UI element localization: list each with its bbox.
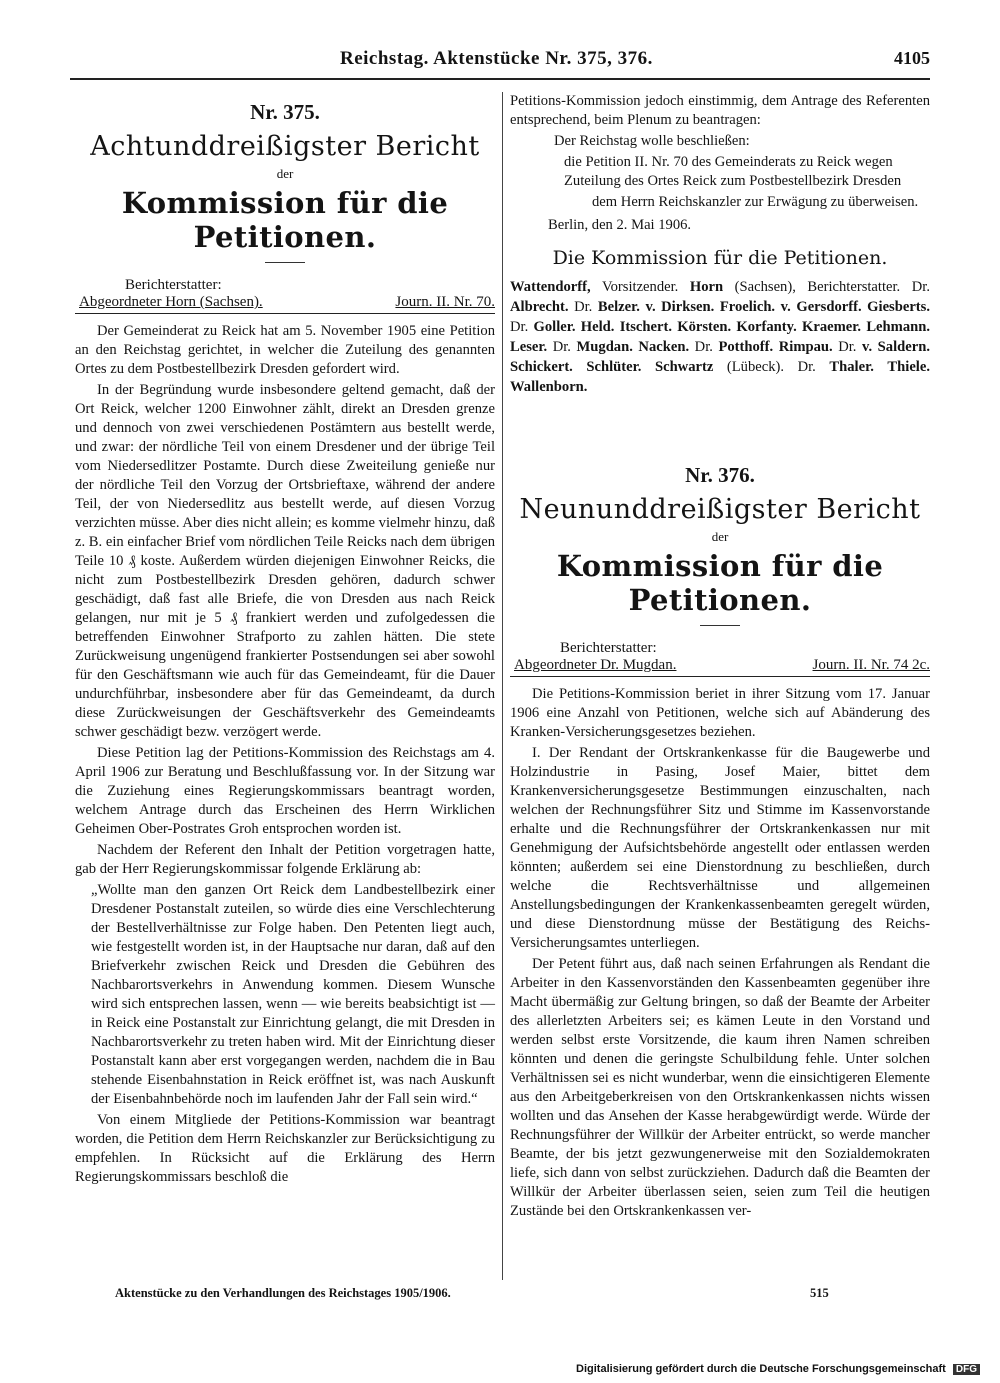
member-text bbox=[641, 359, 655, 375]
separator bbox=[700, 625, 740, 626]
member-text: Dr. bbox=[832, 339, 862, 355]
page-number: 4105 bbox=[894, 48, 930, 68]
footer-source: Aktenstücke zu den Verhandlungen des Reichstages 1905/1906. bbox=[115, 1286, 451, 1300]
rapporteur-line bbox=[510, 657, 930, 677]
member-name: Held. bbox=[580, 319, 615, 335]
member-text: Vorsitzender. bbox=[590, 279, 690, 295]
rapporteur-line bbox=[75, 294, 495, 314]
member-text: Dr. bbox=[689, 339, 719, 355]
separator bbox=[265, 262, 305, 263]
report-title: Neununddreißigster Bericht bbox=[519, 494, 921, 525]
running-title: Reichstag. Aktenstücke Nr. 375, 376. bbox=[340, 48, 653, 69]
member-list bbox=[510, 277, 930, 397]
member-name: Mugdan. bbox=[576, 339, 633, 355]
document-number: Nr. 376. bbox=[685, 463, 755, 487]
member-name: Nacken. bbox=[638, 339, 690, 355]
member-name: Lehmann. bbox=[866, 319, 930, 335]
member-name: Horn bbox=[689, 279, 724, 295]
member-name: Wattendorff, bbox=[510, 279, 591, 295]
resolution-action: dem Herrn Reichskanzler zur Erwägung zu überweisen. bbox=[592, 194, 919, 210]
document-number: Nr. 375. bbox=[250, 100, 320, 124]
report-der: der bbox=[276, 166, 294, 181]
member-name: v. Dirksen. bbox=[645, 299, 715, 315]
paragraph-continuation: Petitions-Kommission jedoch einstimmig, dem Antrage des Referenten entsprechend, beim Plenum zu beantragen: bbox=[510, 93, 930, 128]
member-name: Thaler. bbox=[829, 359, 874, 375]
commission-title: Kommission für die Petitionen. bbox=[556, 549, 884, 617]
paragraph: In der Begründung wurde insbesondere geltend gemacht, daß der Ort Reick, welcher 1200 Einwohner zählt, direkt an Dresden grenze und dennoch von zwei verschiedenen Postämtern aus bestellt werde, und zwar: der nördliche Teil von einem Dresdener und der übrige Teil vom Niedersedlitzer Postamte. Durch diese Zweiteilung genieße nur der nördliche Teil den Vorzug der Ortsbrieftaxe, während der andere Teil, der von Niedersedlitz aus bestellt werde, auf diesen Vorzug verzichten müsse. Aber dies nicht allein; es komme vielmehr hinzu, daß z. B. ein einfacher Brief vom nördlichen Teile Reicks nach dem übrigen Teile 10 ₰ koste. Außerdem würden diejenigen Einwohner Reicks, die nicht zum Postbestellbezirk Dresden gehören, dadurch schwer geschädigt, daß fast alle Briefe, die von Dresden aus nach Reick gelangen, nur mit je 5 ₰ frankiert werden und zufolgedessen die betreffenden Einwohner Strafporto zu zahlen hätten. Die stete Zurückweisung ungenügend frankierter Postsendungen sei aber sowohl für den Geschäftsmann wie auch für das Gemeindeamt, für die Dauer undurchführbar, insbesondere aber für das Gemeindeamt, da durch diese Zurückweisungen der Geschäftsverkehr des Gemeindeamts schwer geschädigt bezw. verzögert werde. bbox=[75, 382, 495, 740]
paragraph: Diese Petition lag der Petitions-Kommission des Reichstags am 4. April 1906 zur Beratung und Beschlußfassung vor. In der Sitzung war die Zuziehung eines Regierungskommissars beantragt worden, welchem Antrage durch das Erscheinen des Herrn Wirklichen Geheimen Ober-Postrates Groh entsprochen worden ist. bbox=[75, 745, 495, 837]
rapporteur-label: Berichterstatter: bbox=[125, 277, 222, 293]
member-name: Goller. bbox=[533, 319, 576, 335]
journal-reference: Journ. II. Nr. 74 2c. bbox=[812, 657, 930, 673]
member-text bbox=[573, 359, 587, 375]
paragraph: Von einem Mitgliede der Petitions-Kommission war beantragt worden, die Petition dem Herrn Reichskanzler zur Berücksichtigung zu empfehlen. In Rücksicht auf die Erklärung des Herrn Regierungskommissars beschloß die bbox=[75, 1112, 495, 1185]
commission-title: Kommission für die Petitionen. bbox=[121, 186, 449, 254]
member-name: Leser. bbox=[510, 339, 548, 355]
paragraph: I. Der Rendant der Ortskrankenkasse für die Baugewerbe und Holzindustrie in Pasing, Josef Maier, bittet dem Krankenversicherungsgesetze Bestimmungen einzuschalten, nach welchen der Rechnungsführer Sitz und Stimme im Kassenvorstande erhalte und die Rechnungsführer der Ortskrankenkassen nur mit Genehmigung der Aufsichtsbehörde angestellt oder entlassen werden könnten; außerdem sei eine Dienstordnung zu beschließen, durch welche die Rechtsverhältnisse und allgemeinen Anstellungsbedingungen der Krankenkassenbeamten geregelt würden, und diese Dienstordnung müsse der Bestätigung des Reichs-Versicherungsamtes unterliegen. bbox=[510, 745, 930, 951]
report-title: Achtunddreißigster Bericht bbox=[90, 131, 480, 162]
place-date: Berlin, den 2. Mai 1906. bbox=[548, 217, 692, 233]
paragraph: Der Petent führt aus, daß nach seinen Erfahrungen als Rendant die Arbeiter in den Kassenvorständen den Kassenbeamten gegenüber ihre Macht übermäßig zur Geltung bringen, so daß der Beamte der Arbeiter des allerletzten Arbeiters sei; es kämen Leute in den Vorstand und werden selbst erste Vorsitzende, die kaum ihren Namen schreiben könnten und denen die geringste Schulbildung fehle. Unter solchen Verhältnissen sei es nicht wunderbar, wenn die einsichtigeren Elemente aus den Arbeitgeberkreisen von den Ortskrankenkassen nichts wissen wollten und das Ansehen der Kasse herabgewürdigt werde. Würde der Rechnungsführer der Willkür der Arbeiter entrückt, so werde mancher Beamte, der bis jetzt gezwungenerweise mit den Sozialdemokraten liefe, sich dann von selbst zurückziehen. Dadurch daß die Beamten der Willkür der Arbeiter überlassen seien, seien zum Teil die heutigen Zustände bei den Ortskrankenkassen ver- bbox=[510, 956, 930, 1219]
member-name: Schwartz bbox=[654, 359, 714, 375]
member-text: (Lübeck). Dr. bbox=[713, 359, 830, 375]
member-name: Schlüter. bbox=[586, 359, 642, 375]
paragraph: Nachdem der Referent den Inhalt der Petition vorgetragen hatte, gab der Herr Regierungskommissar folgende Erklärung ab: bbox=[75, 842, 495, 877]
rapporteur-label: Berichterstatter: bbox=[560, 640, 657, 656]
right-column bbox=[510, 92, 930, 1223]
dfg-logo: DFG bbox=[953, 1364, 980, 1375]
member-name: Kraemer. bbox=[802, 319, 862, 335]
column-divider bbox=[502, 92, 503, 1280]
resolution-text: die Petition II. Nr. 70 des Gemeinderats zu Reick wegen Zuteilung des Ortes Reick zum Postbestellbezirk Dresden bbox=[564, 154, 902, 189]
resolution-intro: Der Reichstag wolle beschließen: bbox=[554, 133, 750, 149]
member-text: (Sachsen), Berichterstatter. Dr. bbox=[723, 279, 930, 295]
left-column bbox=[75, 92, 495, 1189]
member-name: Korfanty. bbox=[736, 319, 797, 335]
member-name: v. Gersdorff. bbox=[780, 299, 862, 315]
paragraph: Der Gemeinderat zu Reick hat am 5. November 1905 eine Petition an den Reichstag gerichtet, in welcher die Zuteilung des genannten Ortes zu dem Postbestellbezirk Dresden gefordert wird. bbox=[75, 323, 495, 377]
member-name: Froelich. bbox=[719, 299, 776, 315]
member-name: Belzer. bbox=[597, 299, 640, 315]
member-name: Potthoff. bbox=[718, 339, 774, 355]
member-name: Rimpau. bbox=[778, 339, 833, 355]
rapporteur-name: Abgeordneter Horn (Sachsen). bbox=[79, 294, 263, 310]
paragraph: Die Petitions-Kommission beriet in ihrer Sitzung vom 17. Januar 1906 eine Anzahl von Petitionen, welche sich auf Abänderung des Kranken-Versicherungsgesetzes beziehen. bbox=[510, 686, 930, 740]
member-name: Giesberts. bbox=[867, 299, 930, 315]
commission-signature-heading: Die Kommission für die Petitionen. bbox=[552, 247, 888, 269]
member-text: Dr. bbox=[568, 299, 598, 315]
member-text: Dr. bbox=[510, 319, 534, 335]
member-name: Itschert. bbox=[619, 319, 672, 335]
member-name: Körsten. bbox=[677, 319, 732, 335]
rapporteur-name: Abgeordneter Dr. Mugdan. bbox=[514, 657, 677, 673]
digitization-credit bbox=[576, 1363, 980, 1375]
member-text bbox=[874, 359, 888, 375]
member-name: Wallenborn. bbox=[510, 379, 588, 395]
page-header bbox=[70, 42, 930, 82]
member-name: Schickert. bbox=[510, 359, 573, 375]
quotation-block bbox=[75, 881, 495, 1109]
member-name: Thiele. bbox=[887, 359, 930, 375]
member-name: Albrecht. bbox=[510, 299, 569, 315]
member-name: v. Saldern. bbox=[862, 339, 930, 355]
quotation: „Wollte man den ganzen Ort Reick dem Landbestellbezirk einer Dresdener Postanstalt zuteilen, so würde dies eine Verschlechterung der Bestellverhältnisse zur Folge haben. Den Petenten liegt auch, wie festgestellt worden ist, in der Hauptsache nur daran, daß auf den Briefverkehr zwischen Reick und Dresden die Gebühren des Nachbarortsverkehrs in Anwendung kommen. Diesem Wunsche wird sich entsprechen lassen, wenn — wie bereits beabsichtigt ist — in Reick eine Postanstalt zur Einrichtung gelangt, die mit Dresden in Nachbarortsverkehr zu treten haben wird. Mit der Einrichtung dieser Postanstalt kann aber erst vorgegangen werden, nachdem die in Bau stehende Eisenbahnstation in Reick eröffnet ist, was nach Auskunft der Eisenbahnbehörde noch im laufenden Jahr der Fall sein wird.“ bbox=[91, 882, 495, 1107]
footer-sheet-number: 515 bbox=[810, 1286, 829, 1300]
header-rule bbox=[70, 78, 930, 80]
journal-reference: Journ. II. Nr. 70. bbox=[395, 294, 495, 310]
report-der: der bbox=[711, 529, 729, 544]
member-text: Dr. bbox=[547, 339, 577, 355]
digitization-text: Digitalisierung gefördert durch die Deutsche Forschungsgemeinschaft bbox=[576, 1363, 946, 1375]
